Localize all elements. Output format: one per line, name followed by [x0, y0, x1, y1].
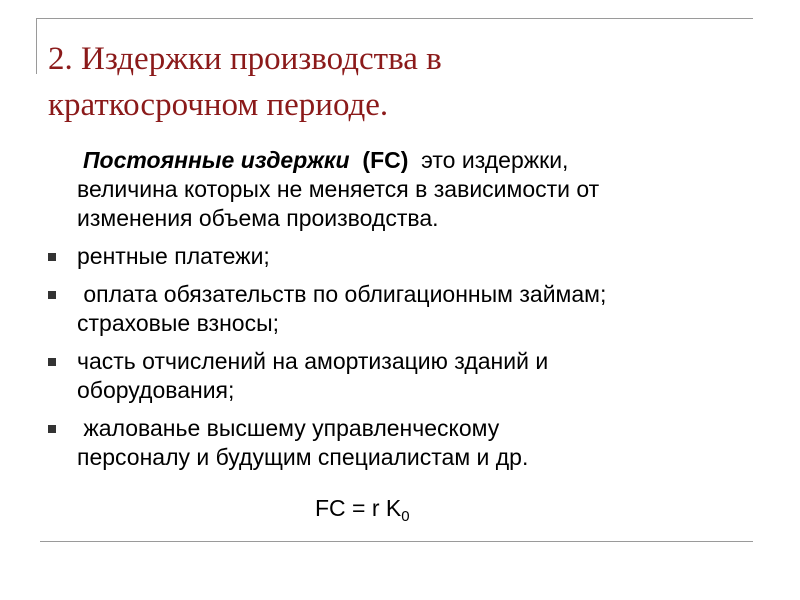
bullet-square-icon — [48, 425, 56, 433]
list-item — [47, 280, 767, 338]
bullet-square-icon — [48, 291, 56, 299]
list-item-line: персоналу и будущим специалистам и др. — [77, 444, 529, 470]
definition-text-3: изменения объема производства. — [77, 205, 439, 231]
definition-paragraph — [47, 146, 767, 233]
bullet-square-icon — [48, 253, 56, 261]
list-item — [47, 347, 767, 405]
formula-subscript: 0 — [401, 508, 410, 525]
fixed-costs-list — [47, 242, 767, 472]
definition-text-1: это издержки, — [421, 147, 569, 173]
definition-term: Постоянные издержки — [83, 147, 350, 173]
list-item-line: оборудования; — [77, 377, 235, 403]
list-item-line: рентные платежи; — [77, 243, 270, 269]
list-item-line: часть отчислений на амортизацию зданий и — [77, 348, 549, 374]
definition-text-2: величина которых не меняется в зависимости от — [77, 176, 600, 202]
slide-body — [47, 146, 767, 481]
list-item — [47, 242, 767, 271]
definition-abbreviation: (FC) — [362, 147, 409, 173]
slide-title — [48, 36, 748, 128]
top-rule — [36, 18, 753, 19]
list-item-line: страховые взносы; — [77, 310, 280, 336]
bottom-rule — [40, 541, 753, 542]
slide-title-line-1: 2. Издержки производства в — [48, 41, 442, 77]
bullet-square-icon — [48, 358, 56, 366]
definition-first-line — [77, 146, 767, 175]
left-accent-rule — [36, 18, 37, 74]
list-item-line: оплата обязательств по облигационным займам; — [77, 281, 607, 307]
list-item — [47, 414, 767, 472]
formula-main: FC = r K — [315, 495, 402, 521]
fixed-cost-formula — [315, 494, 410, 523]
slide-title-line-2: краткосрочном периоде. — [48, 87, 389, 123]
list-item-line: жалованье высшему управленческому — [77, 415, 500, 441]
